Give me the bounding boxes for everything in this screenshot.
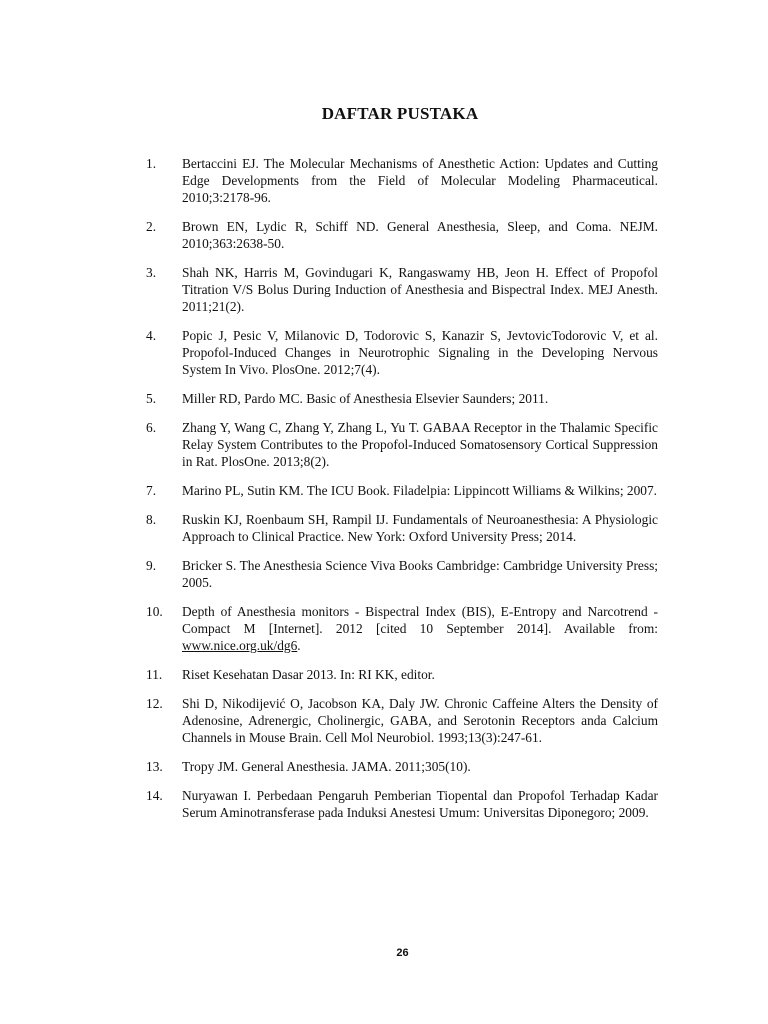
reference-number: 7. bbox=[146, 483, 157, 498]
reference-citation: Bertaccini EJ. The Molecular Mechanisms of Anesthetic Action: Updates and Cutting Edge Developments from the Field of Molecular Modeling Pharmaceutical. 2010;3:2178-96. bbox=[182, 156, 658, 205]
reference-item bbox=[146, 557, 658, 591]
reference-text bbox=[182, 758, 658, 775]
reference-item bbox=[146, 264, 658, 315]
reference-citation: Shah NK, Harris M, Govindugari K, Rangaswamy HB, Jeon H. Effect of Propofol Titration V/S Bolus During Induction of Anesthesia and Bispectral Index. MEJ Anesth. 2011;21(2). bbox=[182, 265, 658, 314]
reference-item bbox=[146, 482, 658, 499]
reference-item bbox=[146, 155, 658, 206]
reference-text bbox=[182, 511, 658, 545]
reference-citation: Marino PL, Sutin KM. The ICU Book. Filadelpia: Lippincott Williams & Wilkins; 2007. bbox=[182, 483, 658, 498]
reference-number: 3. bbox=[146, 265, 157, 280]
reference-citation: Tropy JM. General Anesthesia. JAMA. 2011;305(10). bbox=[182, 759, 471, 774]
reference-item bbox=[146, 758, 658, 775]
page-title: DAFTAR PUSTAKA bbox=[321, 104, 479, 123]
reference-citation: Zhang Y, Wang C, Zhang Y, Zhang L, Yu T. GABAA Receptor in the Thalamic Specific Relay System Contributes to the Propofol-Induced Somatosensory Cortical Suppression in Rat. PlosOne. 2013;8(2). bbox=[182, 420, 658, 469]
reference-suffix: . bbox=[297, 638, 301, 653]
reference-citation: Ruskin KJ, Roenbaum SH, Rampil IJ. Fundamentals of Neuroanesthesia: A Physiologic Approach to Clinical Practice. New York: Oxford University Press; 2014. bbox=[182, 512, 658, 544]
reference-number: 2. bbox=[146, 219, 157, 234]
reference-text bbox=[182, 557, 658, 591]
reference-number: 11. bbox=[146, 667, 163, 682]
reference-number: 12. bbox=[146, 696, 163, 711]
reference-item bbox=[146, 390, 658, 407]
reference-number: 5. bbox=[146, 391, 157, 406]
reference-number: 9. bbox=[146, 558, 157, 573]
reference-item bbox=[146, 787, 658, 821]
reference-list bbox=[146, 155, 658, 821]
reference-number: 13. bbox=[146, 759, 163, 774]
reference-number: 4. bbox=[146, 328, 157, 343]
reference-citation: Brown EN, Lydic R, Schiff ND. General Anesthesia, Sleep, and Coma. NEJM. 2010;363:2638-50. bbox=[182, 219, 658, 251]
reference-text bbox=[182, 218, 658, 252]
reference-item bbox=[146, 695, 658, 746]
reference-item bbox=[146, 666, 658, 683]
reference-text bbox=[182, 482, 658, 499]
reference-text bbox=[182, 787, 658, 821]
reference-item bbox=[146, 327, 658, 378]
reference-text bbox=[182, 264, 658, 315]
reference-number: 8. bbox=[146, 512, 157, 527]
reference-number: 10. bbox=[146, 604, 163, 619]
reference-citation: Depth of Anesthesia monitors - Bispectral Index (BIS), E-Entropy and Narcotrend - Compact M [Internet]. 2012 [cited 10 September 2014]. Available from: bbox=[182, 604, 658, 636]
reference-citation: Nuryawan I. Perbedaan Pengaruh Pemberian Tiopental dan Propofol Terhadap Kadar Serum Aminotransferase pada Induksi Anestesi Umum: Universitas Diponegoro; 2009. bbox=[182, 788, 658, 820]
reference-link[interactable]: www.nice.org.uk/dg6 bbox=[182, 638, 298, 653]
reference-number: 14. bbox=[146, 788, 163, 803]
reference-item bbox=[146, 511, 658, 545]
reference-text bbox=[182, 327, 658, 378]
reference-citation: Bricker S. The Anesthesia Science Viva Books Cambridge: Cambridge University Press; 2005. bbox=[182, 558, 658, 590]
reference-citation: Riset Kesehatan Dasar 2013. In: RI KK, editor. bbox=[182, 667, 435, 682]
reference-item bbox=[146, 603, 658, 654]
reference-number: 1. bbox=[146, 156, 157, 171]
reference-citation: Popic J, Pesic V, Milanovic D, Todorovic S, Kanazir S, JevtovicTodorovic V, et al. Propofol-Induced Changes in Neurotrophic Signaling in the Developing Nervous System In Vivo. PlosOne. 2012;7(4). bbox=[182, 328, 658, 377]
reference-text bbox=[182, 155, 658, 206]
reference-text bbox=[182, 390, 658, 407]
reference-text bbox=[182, 603, 658, 654]
reference-number: 6. bbox=[146, 420, 157, 435]
reference-item bbox=[146, 218, 658, 252]
reference-citation: Shi D, Nikodijević O, Jacobson KA, Daly JW. Chronic Caffeine Alters the Density of Adenosine, Adrenergic, Cholinergic, GABA, and Serotonin Receptors anda Calcium Channels in Mouse Brain. Cell Mol Neurobiol. 1993;13(3):247-61. bbox=[182, 696, 658, 745]
reference-text bbox=[182, 695, 658, 746]
reference-item bbox=[146, 419, 658, 470]
reference-citation: Miller RD, Pardo MC. Basic of Anesthesia Elsevier Saunders; 2011. bbox=[182, 391, 549, 406]
reference-text bbox=[182, 666, 658, 683]
page-number: 26 bbox=[396, 947, 409, 959]
reference-text bbox=[182, 419, 658, 470]
